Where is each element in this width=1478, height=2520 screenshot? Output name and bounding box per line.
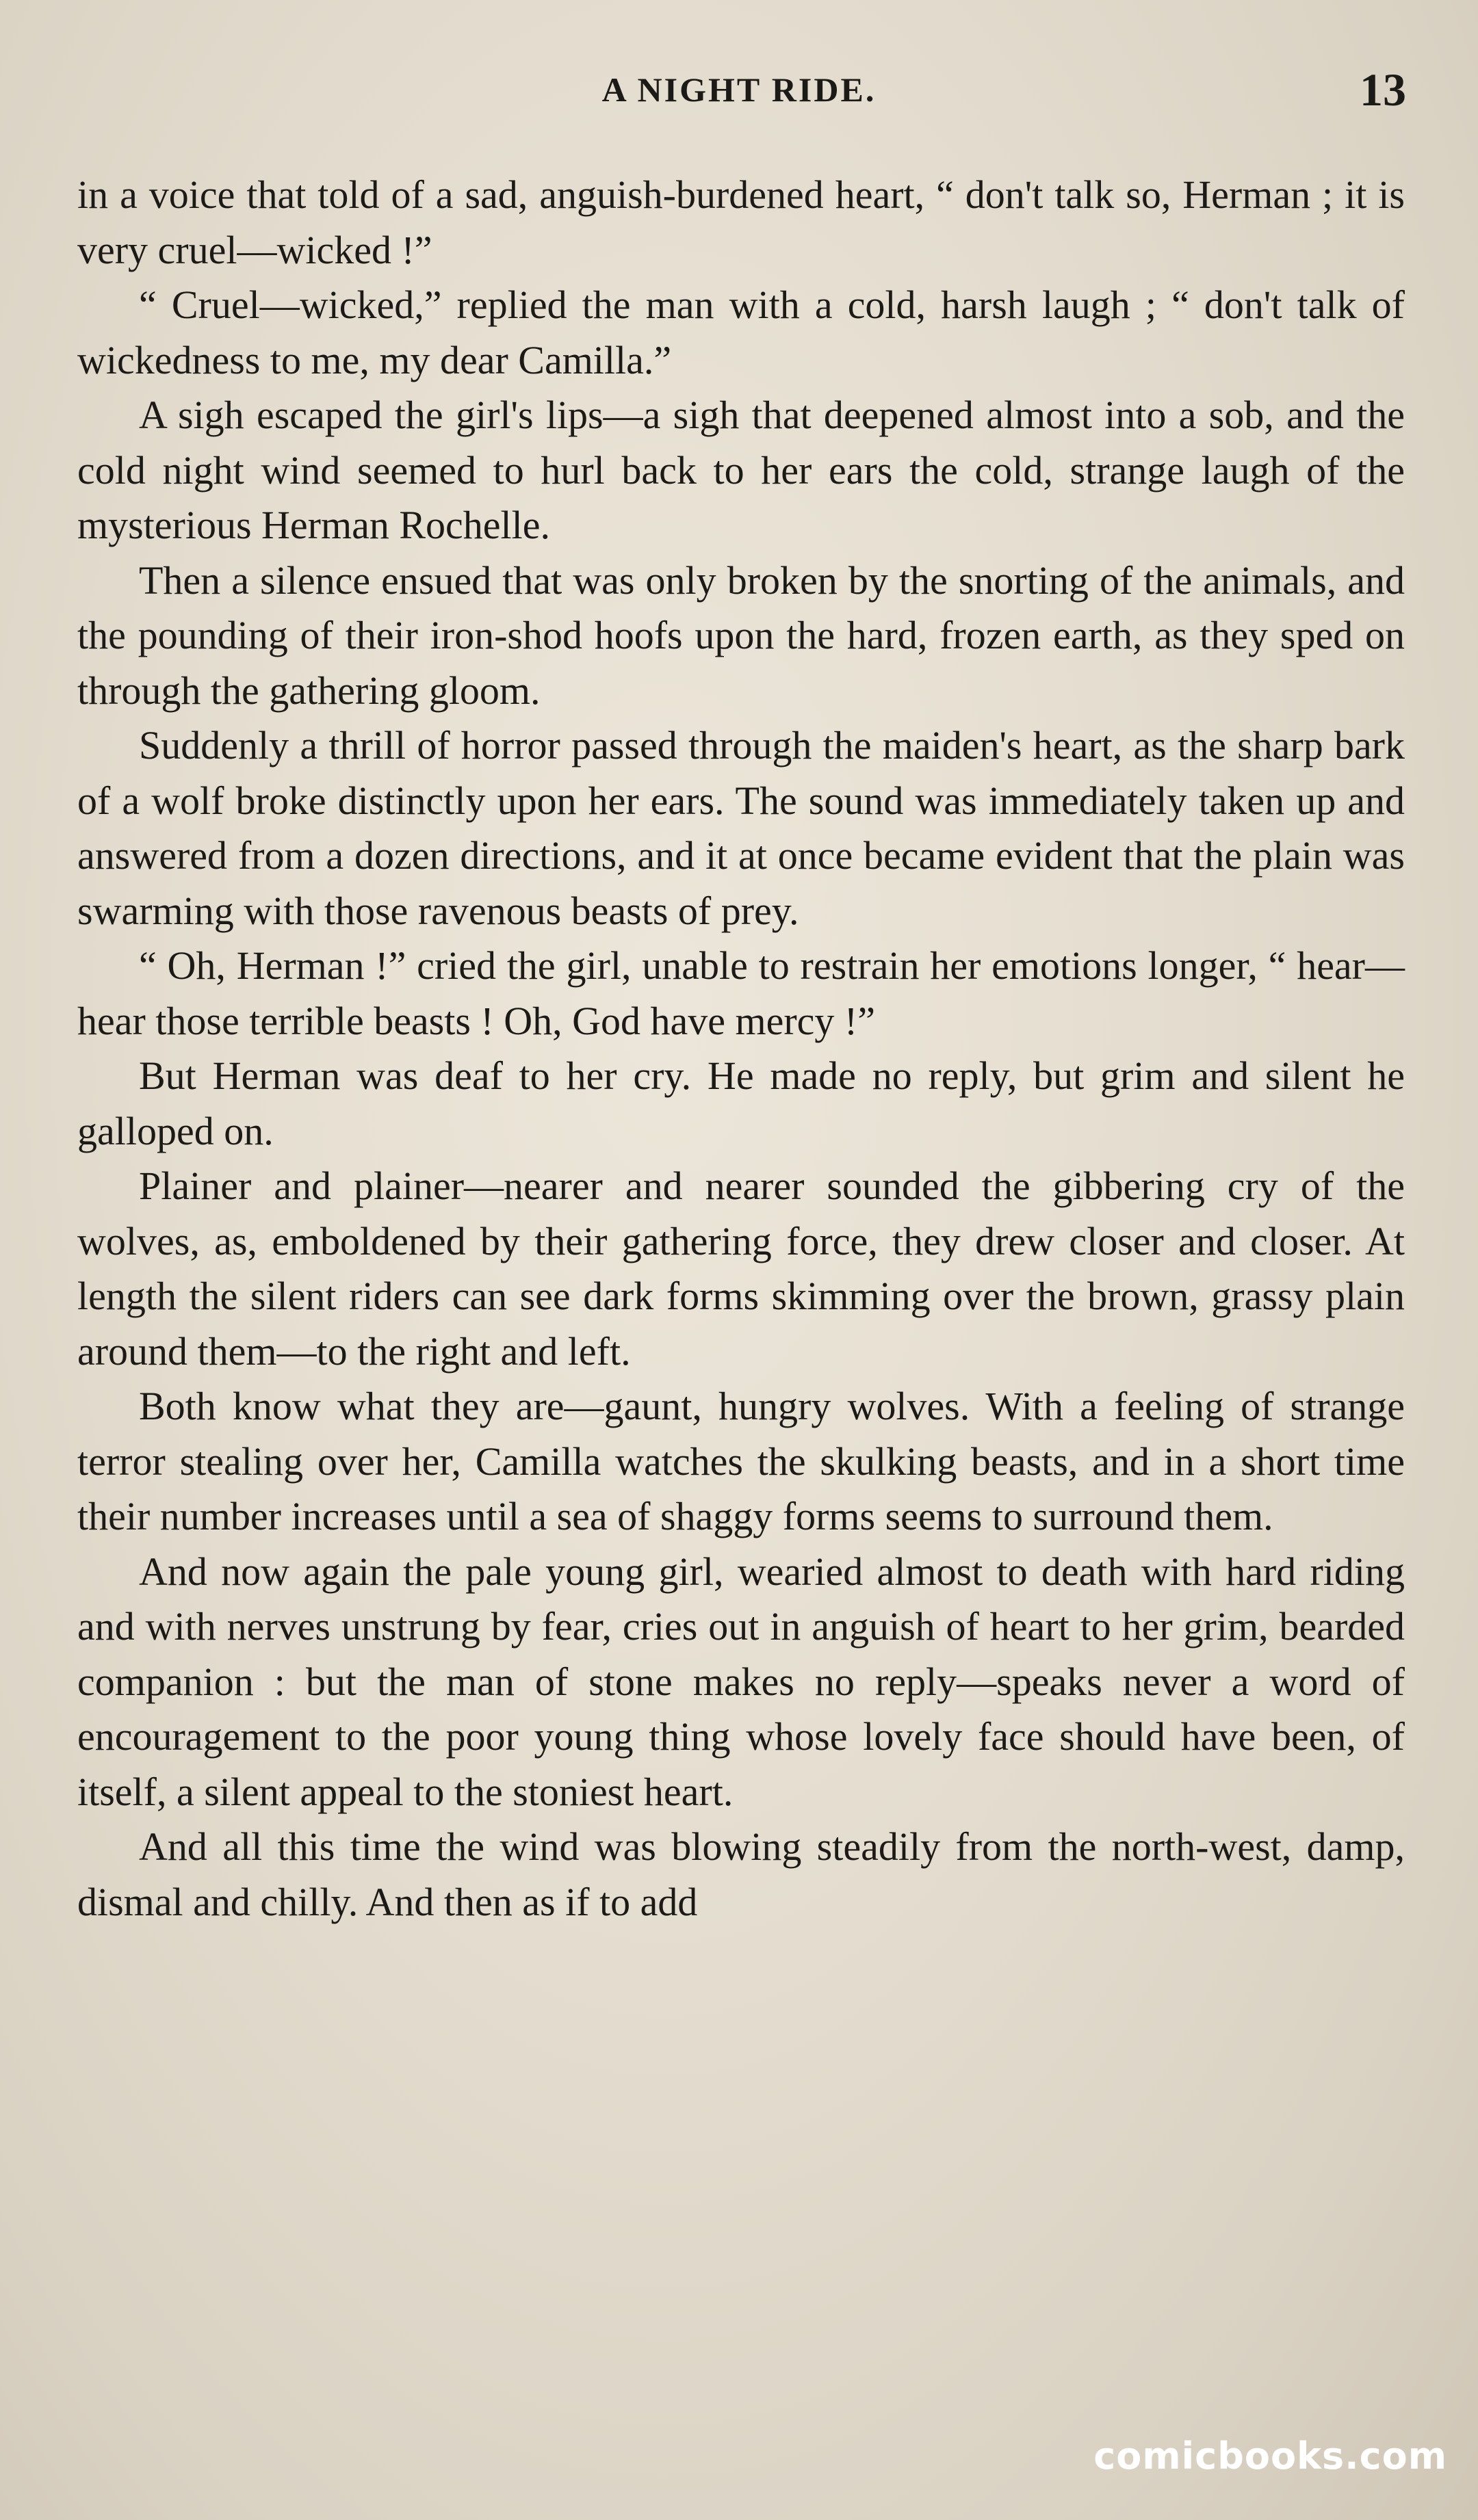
body-text <box>77 168 1405 1930</box>
paragraph: And all this time the wind was blowing steadily from the north-west, damp, dismal and chilly. And then as if to add <box>77 1824 1405 1924</box>
paragraph: Then a silence ensued that was only broken by the snorting of the animals, and the pounding of their iron-shod hoofs upon the hard, frozen earth, as they sped on through the gathering gloom. <box>77 557 1405 713</box>
paragraph: in a voice that told of a sad, anguish-burdened heart, “ don't talk so, Herman ; it is very cruel—wicked !” <box>77 172 1405 272</box>
page-header <box>0 63 1478 118</box>
paragraph: And now again the pale young girl, wearied almost to death with hard riding and with nerves unstrung by fear, cries out in anguish of heart to her grim, bearded companion : but the man of stone makes no reply—speaks never a word of encouragement to the poor young thing whose lovely face should have been, of itself, a silent appeal to the stoniest heart. <box>77 1549 1405 1814</box>
watermark-text: comicbooks.com <box>1093 2434 1447 2478</box>
paragraph: Both know what they are—gaunt, hungry wolves. With a feeling of strange terror stealing over her, Camilla watches the skulking beasts, and in a short time their number increases until a sea of shaggy forms seems to surround them. <box>77 1384 1405 1538</box>
paragraph: “ Cruel—wicked,” replied the man with a cold, harsh laugh ; “ don't talk of wickedness to me, my dear Camilla.” <box>77 283 1405 382</box>
page-number: 13 <box>1360 64 1406 116</box>
paragraph: But Herman was deaf to her cry. He made no reply, but grim and silent he galloped on. <box>77 1053 1405 1153</box>
paragraph: Suddenly a thrill of horror passed through the maiden's heart, as the sharp bark of a wolf broke distinctly upon her ears. The sound was immediately taken up and answered from a dozen directions, and it at once became evident that the plain was swarming with those ravenous beasts of prey. <box>77 723 1405 933</box>
paragraph: Plainer and plainer—nearer and nearer sounded the gibbering cry of the wolves, as, emboldened by their gathering force, they drew closer and closer. At length the silent riders can see dark forms skimming over the brown, grassy plain around them—to the right and left. <box>77 1164 1405 1374</box>
paragraph: A sigh escaped the girl's lips—a sigh that deepened almost into a sob, and the cold night wind seemed to hurl back to her ears the cold, strange laugh of the mysterious Herman Rochelle. <box>77 393 1405 547</box>
running-head-title: A NIGHT RIDE. <box>601 70 877 109</box>
paragraph: “ Oh, Herman !” cried the girl, unable to restrain her emotions longer, “ hear—hear those terrible beasts ! Oh, God have mercy !” <box>77 943 1405 1043</box>
